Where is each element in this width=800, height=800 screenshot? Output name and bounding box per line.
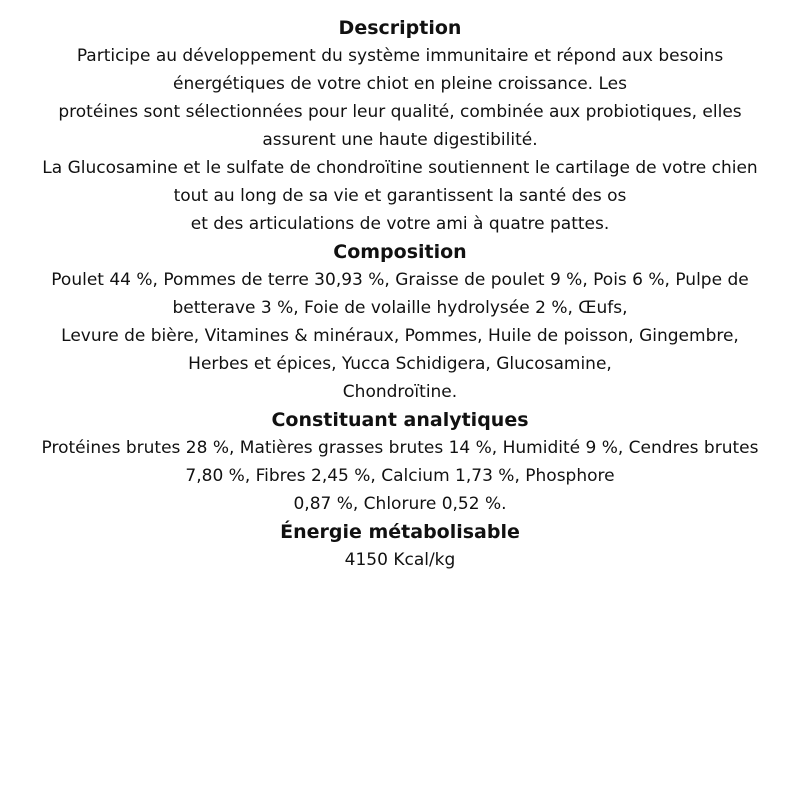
- text-line: betterave 3 %, Foie de volaille hydrolysée 2 %, Œufs,: [172, 298, 628, 318]
- text-line: Participe au développement du système immunitaire et répond aux besoins: [76, 46, 724, 66]
- text-line: Protéines brutes 28 %, Matières grasses brutes 14 %, Humidité 9 %, Cendres brutes: [41, 438, 759, 458]
- section-composition: [8, 238, 792, 406]
- text-line: et des articulations de votre ami à quatre pattes.: [190, 214, 610, 234]
- section-title-description: Description: [338, 17, 462, 39]
- section-energie-metabolisable: [8, 518, 792, 574]
- text-line: La Glucosamine et le sulfate de chondroïtine soutiennent le cartilage de votre chien: [42, 158, 758, 178]
- text-line: Poulet 44 %, Pommes de terre 30,93 %, Graisse de poulet 9 %, Pois 6 %, Pulpe de: [51, 270, 749, 290]
- text-line: 0,87 %, Chlorure 0,52 %.: [293, 494, 507, 514]
- text-line: énergétiques de votre chiot en pleine croissance. Les: [173, 74, 627, 94]
- text-line: 7,80 %, Fibres 2,45 %, Calcium 1,73 %, Phosphore: [185, 466, 615, 486]
- text-line: assurent une haute digestibilité.: [262, 130, 538, 150]
- section-body-constituant-analytiques: [8, 434, 792, 518]
- section-constituant-analytiques: [8, 406, 792, 518]
- section-body-energie-metabolisable: [8, 546, 792, 574]
- text-line: Levure de bière, Vitamines & minéraux, Pommes, Huile de poisson, Gingembre,: [61, 326, 739, 346]
- section-body-description: [8, 42, 792, 238]
- text-line: tout au long de sa vie et garantissent la santé des os: [173, 186, 627, 206]
- text-line: 4150 Kcal/kg: [344, 550, 456, 570]
- section-title-composition: Composition: [333, 241, 467, 263]
- section-title-energie-metabolisable: Énergie métabolisable: [280, 521, 520, 543]
- section-title-constituant-analytiques: Constituant analytiques: [271, 409, 529, 431]
- text-line: Chondroïtine.: [342, 382, 458, 402]
- text-line: Herbes et épices, Yucca Schidigera, Glucosamine,: [188, 354, 612, 374]
- section-body-composition: [8, 266, 792, 406]
- section-description: [8, 14, 792, 238]
- text-line: protéines sont sélectionnées pour leur qualité, combinée aux probiotiques, elles: [58, 102, 742, 122]
